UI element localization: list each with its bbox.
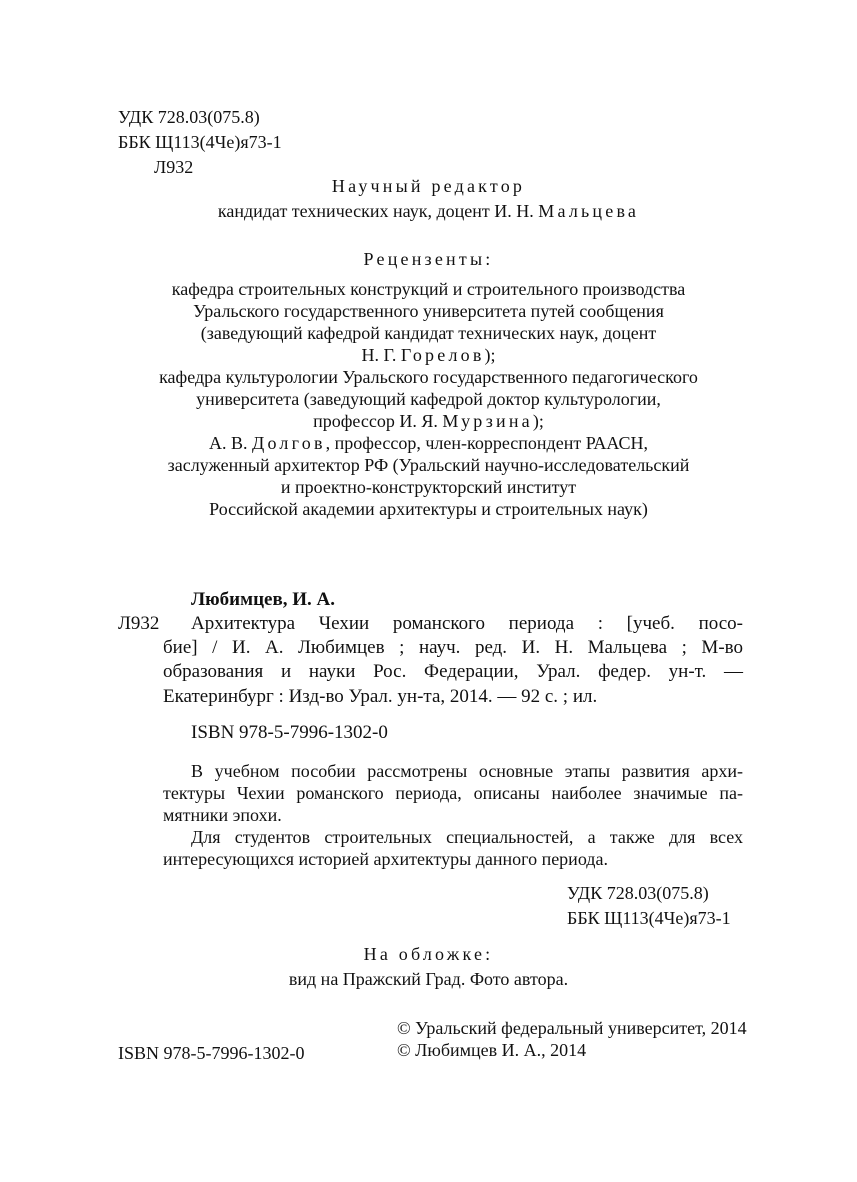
reviewer-3-line-3: и проектно-конструкторский институт <box>280 477 577 497</box>
annotation-line-4: Для студентов строительных специальностей, а также для всех <box>191 827 743 847</box>
reviewer-1-line-4 <box>0 346 857 364</box>
reviewer-3-name: Долгов <box>251 433 326 453</box>
author-code: Л932 <box>154 157 194 177</box>
bbk-code: ББК Щ113(4Че)я73-1 <box>118 132 282 152</box>
reviewer-3-initials: А. В. <box>208 433 252 453</box>
cover-text: вид на Пражский Град. Фото автора. <box>288 969 569 989</box>
reviewer-2-suffix: ); <box>532 411 544 431</box>
editor-line-prefix: кандидат технических наук, доцент И. Н. <box>217 201 539 221</box>
reviewer-1-name: Горелов <box>400 345 485 365</box>
copyright-university: © Уральский федеральный университет, 2014 <box>397 1018 747 1038</box>
copyright-author: © Любимцев И. А., 2014 <box>397 1040 587 1060</box>
catalog-line-4: Екатеринбург : Изд-во Урал. ун-та, 2014. — 92 с. ; ил. <box>163 686 598 707</box>
reviewer-3-line-2: заслуженный архитектор РФ (Уральский научно-исследовательский <box>167 455 690 475</box>
reviewer-2-line-2: университета (заведующий кафедрой доктор культурологии, <box>196 389 661 409</box>
reviewer-3-suffix: , профессор, член-корреспондент РААСН, <box>325 433 649 453</box>
catalog-author: Любимцев, И. А. <box>191 589 335 610</box>
annotation-line-3: мятники эпохи. <box>163 805 282 825</box>
reviewer-2-line-1: кафедра культурологии Уральского государственного педагогического <box>159 367 698 387</box>
reviewer-1-suffix: ); <box>484 345 496 365</box>
cover-heading: На обложке: <box>363 944 494 964</box>
catalog-line-1: Архитектура Чехии романского периода : [учеб. посо- <box>191 613 743 634</box>
footer-udk-code: УДК 728.03(075.8) <box>567 883 709 903</box>
annotation-line-5: интересующихся историей архитектуры данного периода. <box>163 849 608 869</box>
editor-name: Мальцева <box>538 201 640 221</box>
reviewer-1-line-2: Уральского государственного университета путей сообщения <box>193 301 664 321</box>
catalog-code: Л932 <box>118 613 160 634</box>
reviewer-1-initials: Н. Г. <box>361 345 401 365</box>
reviewer-3-line-1 <box>0 434 857 452</box>
bottom-isbn: ISBN 978-5-7996-1302-0 <box>118 1043 305 1063</box>
reviewers-heading: Рецензенты: <box>363 249 494 269</box>
udk-code: УДК 728.03(075.8) <box>118 107 260 127</box>
annotation-line-2: тектуры Чехии романского периода, описаны наиболее значимые па- <box>163 783 743 803</box>
reviewer-2-prefix: профессор И. Я. <box>313 411 443 431</box>
reviewer-1-line-3: (заведующий кафедрой кандидат технических наук, доцент <box>200 323 657 343</box>
footer-bbk-code: ББК Щ113(4Че)я73-1 <box>567 908 731 928</box>
editor-line <box>0 202 857 220</box>
reviewer-2-line-3 <box>0 412 857 430</box>
reviewer-1-line-1: кафедра строительных конструкций и строительного производства <box>171 279 686 299</box>
catalog-line-3: образования и науки Рос. Федерации, Урал. федер. ун-т. — <box>163 661 743 682</box>
editor-heading: Научный редактор <box>331 176 526 196</box>
annotation-line-1: В учебном пособии рассмотрены основные этапы развития архи- <box>191 761 743 781</box>
reviewer-2-name: Мурзина <box>442 411 533 431</box>
catalog-line-2: бие] / И. А. Любимцев ; науч. ред. И. Н. Мальцева ; М-во <box>163 637 743 658</box>
catalog-isbn: ISBN 978-5-7996-1302-0 <box>191 722 388 743</box>
reviewer-3-line-4: Российской академии архитектуры и строительных наук) <box>209 499 648 519</box>
